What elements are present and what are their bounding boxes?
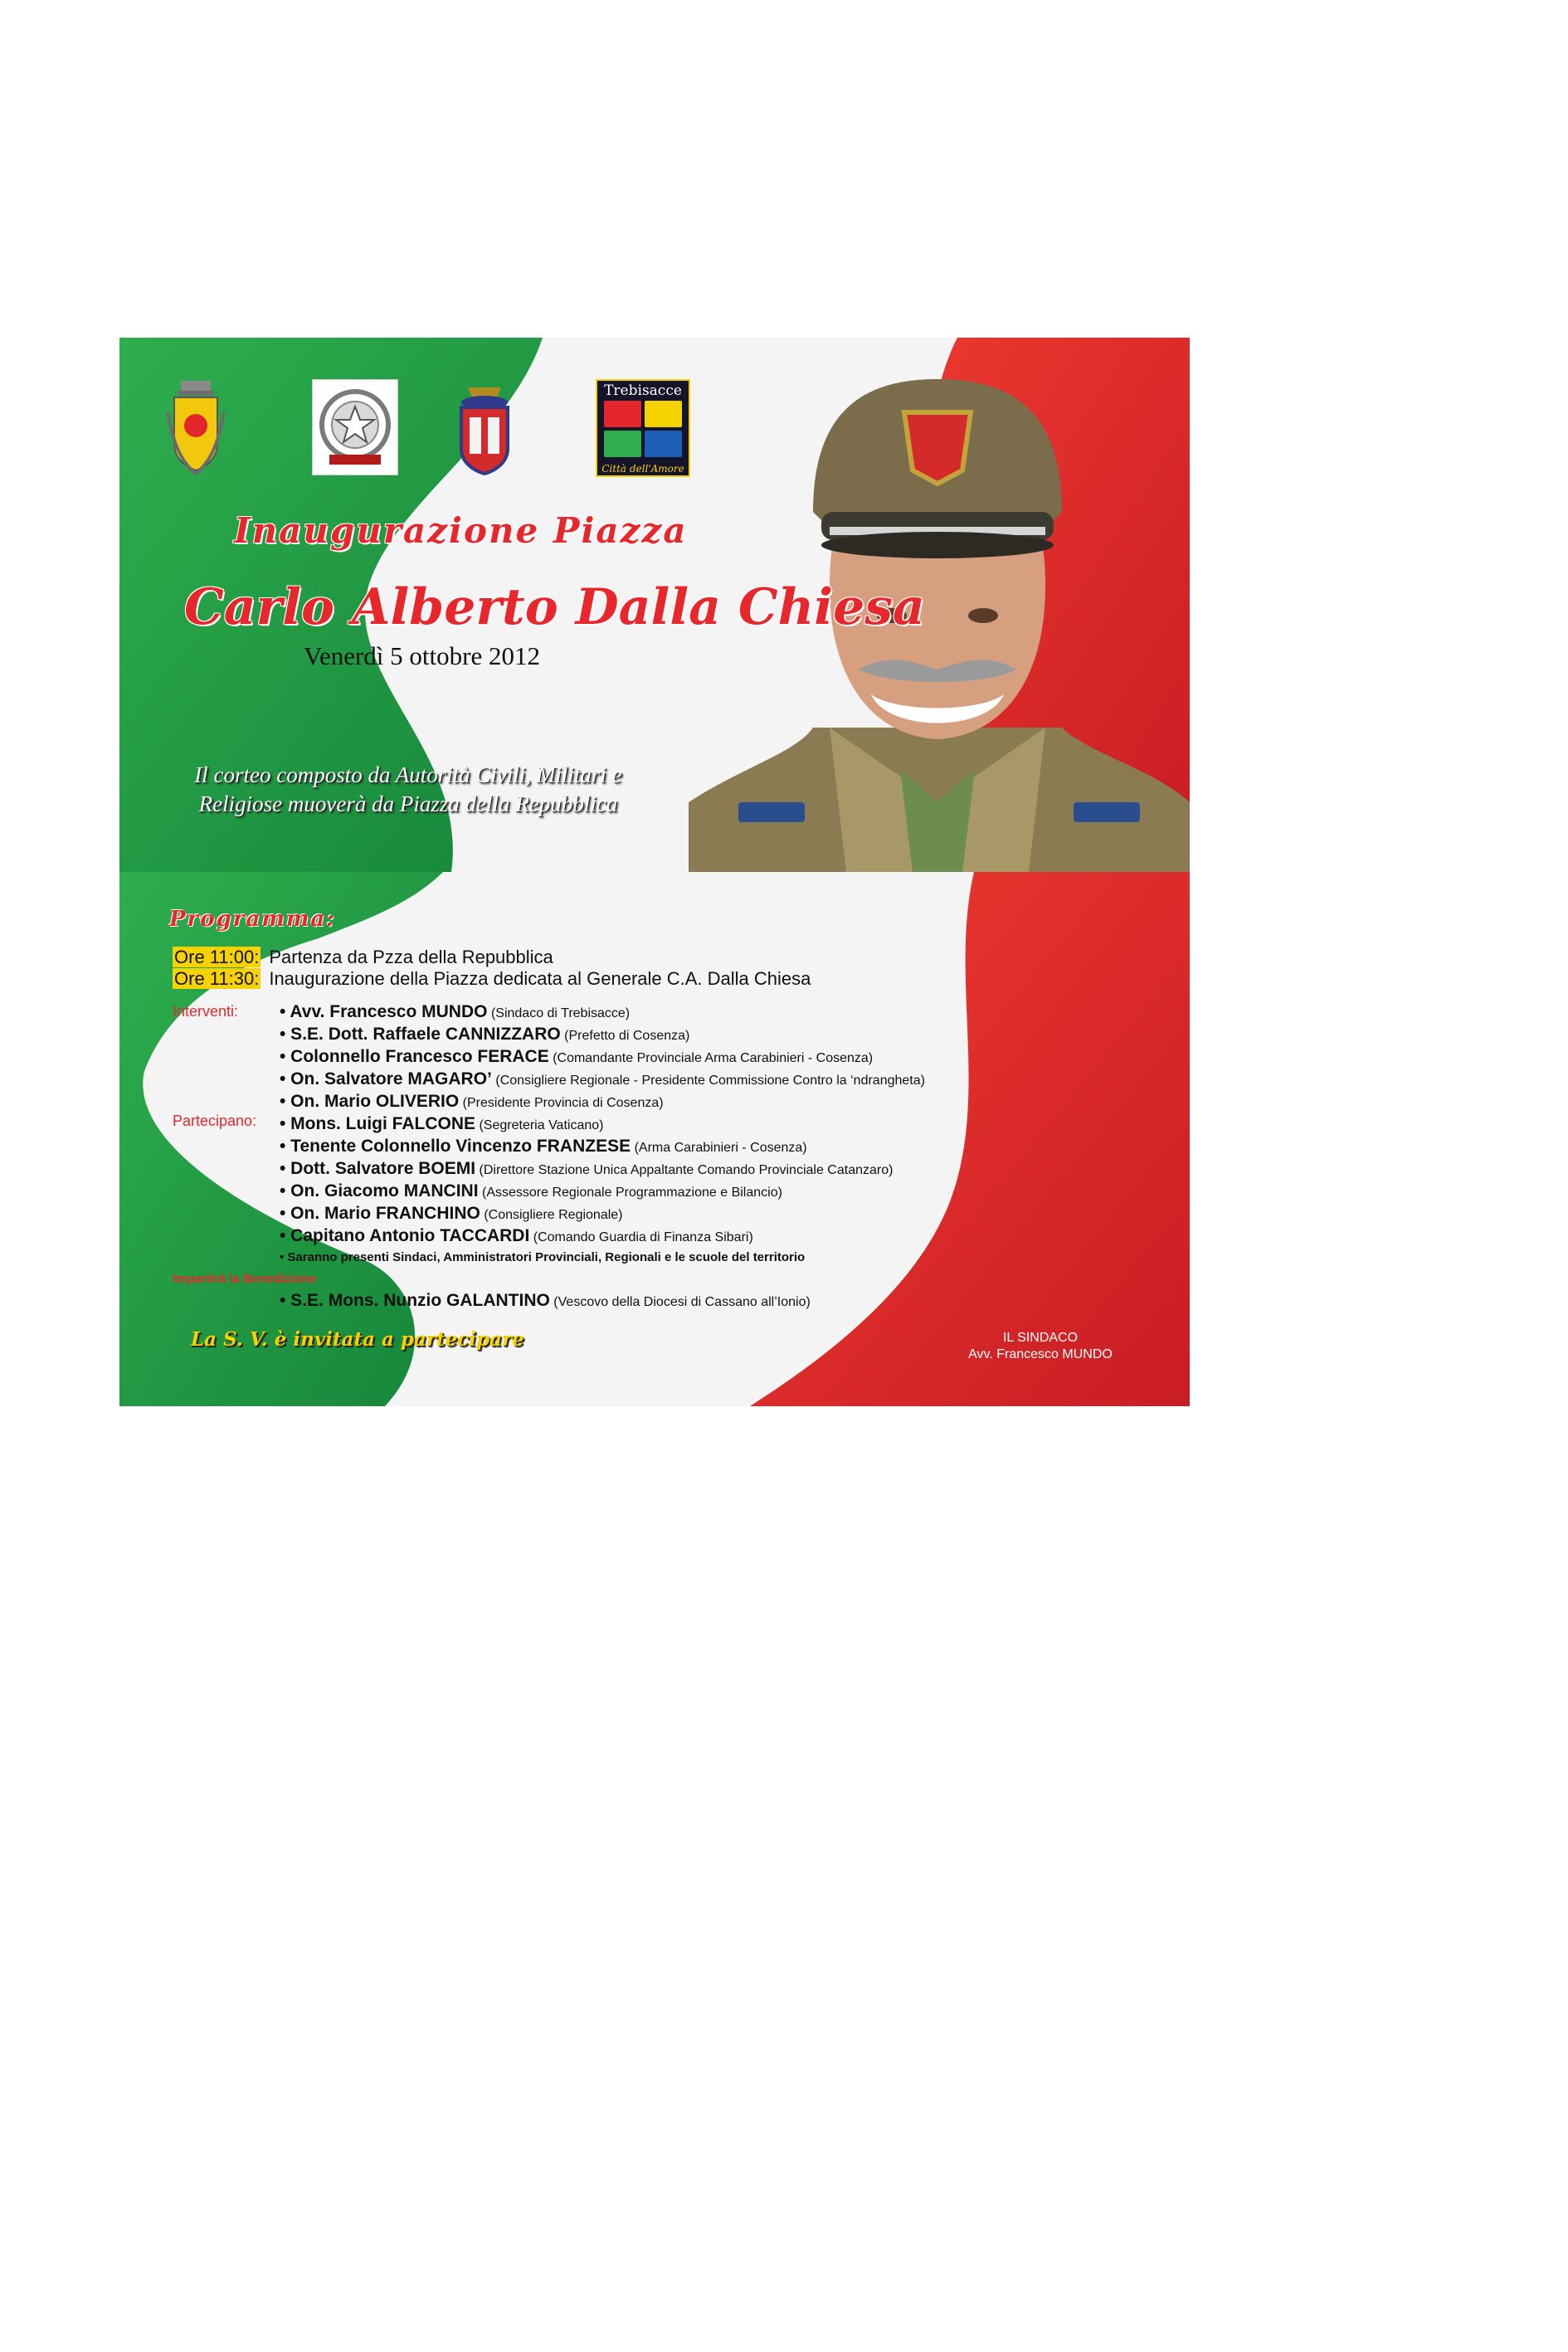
- attendee-item: [280, 1002, 630, 1022]
- schedule-text: Inaugurazione della Piazza dedicata al Generale C.A. Dalla Chiesa: [269, 968, 811, 989]
- mayor-signature: [949, 1330, 1132, 1363]
- attendee-name: • S.E. Mons. Nunzio GALANTINO: [280, 1291, 550, 1310]
- invitation-front: [119, 338, 1190, 872]
- citrus-icon: [604, 431, 641, 457]
- attendee-name: • On. Giacomo MANCINI: [280, 1181, 479, 1200]
- attendee-item: [280, 1159, 893, 1179]
- schedule-time: Ore 11:00:: [174, 947, 260, 967]
- italian-republic-emblem-icon: [312, 379, 398, 475]
- schedule-text: Partenza da Pzza della Repubblica: [269, 947, 553, 967]
- benedizione-label: Impartirà la Benedizione: [173, 1272, 317, 1286]
- sun-icon: [645, 401, 682, 427]
- attendee-role: (Segreteria Vaticano): [479, 1118, 604, 1132]
- attendee-role: (Comando Guardia di Finanza Sibari): [533, 1230, 753, 1244]
- logo-town-name: Trebisacce: [604, 382, 682, 399]
- logo-motto: Città dell'Amore: [601, 463, 684, 475]
- attendee-name: • Colonnello Francesco FERACE: [280, 1047, 549, 1066]
- title-line-2: Carlo Alberto Dalla Chiesa: [184, 578, 925, 636]
- invitation-line: La S. V. è invitata a partecipare: [191, 1328, 524, 1351]
- attendee-role: (Consigliere Regionale - Presidente Commissione Contro la ‘ndrangheta): [495, 1074, 925, 1088]
- attendee-name: • Dott. Salvatore BOEMI: [280, 1159, 476, 1178]
- signature-title: IL SINDACO: [1002, 1331, 1079, 1345]
- attendee-item: [280, 1204, 623, 1224]
- attendee-role: (Vescovo della Diocesi di Cassano all’Ionio): [553, 1295, 811, 1309]
- attendee-item: [280, 1114, 603, 1134]
- procession-note: Il corteo composto da Autorità Civili, Militari e Religiose muoverà da Piazza della Repubblica: [194, 762, 622, 816]
- attendee-role: (Sindaco di Trebisacce): [490, 1006, 631, 1020]
- heart-icon: [604, 401, 641, 427]
- program-heading: Programma:: [169, 907, 336, 932]
- attendee-name: • S.E. Dott. Raffaele CANNIZZARO: [280, 1025, 561, 1044]
- carabinieri-crest-icon: [453, 379, 516, 475]
- attendee-name: • On. Mario FRANCHINO: [280, 1204, 480, 1223]
- schedule-row: [173, 947, 553, 968]
- attendee-item: [280, 1250, 805, 1265]
- municipal-coat-of-arms-icon: [166, 379, 226, 475]
- attendee-name: • On. Salvatore MAGARO’: [280, 1069, 492, 1088]
- attendee-item: [280, 1092, 664, 1112]
- attendee-role: (Assessore Regionale Programmazione e Bilancio): [481, 1186, 782, 1200]
- schedule-row: [173, 968, 811, 990]
- attendee-role: (Arma Carabinieri - Cosenza): [634, 1141, 807, 1155]
- schedule-time: Ore 11:30:: [174, 968, 260, 989]
- attendee-name: • Capitano Antonio TACCARDI: [280, 1226, 530, 1245]
- attendee-name: • Tenente Colonnello Vincenzo FRANZESE: [280, 1137, 631, 1156]
- title-line-1: Inaugurazione Piazza: [234, 510, 688, 551]
- attendee-item: [280, 1181, 782, 1201]
- partecipano-label: Partecipano:: [173, 1113, 257, 1129]
- attendee-name: • Mons. Luigi FALCONE: [280, 1114, 476, 1133]
- logo-quadrants: [604, 401, 682, 457]
- attendee-item: [280, 1137, 807, 1157]
- attendee-role: (Direttore Stazione Unica Appaltante Comando Provinciale Catanzaro): [479, 1163, 894, 1177]
- event-date: Venerdì 5 ottobre 2012: [304, 641, 540, 670]
- attendee-role: (Prefetto di Cosenza): [564, 1029, 690, 1043]
- invitation-program: [119, 872, 1190, 1406]
- attendee-item: [280, 1025, 689, 1045]
- attendee-item: [280, 1069, 925, 1089]
- signature-name: Avv. Francesco MUNDO: [968, 1347, 1113, 1361]
- anchor-icon: [645, 431, 682, 457]
- attendee-role: (Presidente Provincia di Cosenza): [462, 1096, 664, 1110]
- attendee-item: [280, 1226, 753, 1246]
- attendee-name: • On. Mario OLIVERIO: [280, 1092, 460, 1111]
- interventi-label: Interventi:: [173, 1003, 239, 1020]
- attendee-name: • Saranno presenti Sindaci, Amministratori Provinciali, Regionali e le scuole del territorio: [280, 1250, 806, 1264]
- attendee-role: (Comandante Provinciale Arma Carabinieri - Cosenza): [553, 1051, 874, 1065]
- attendee-item: [280, 1047, 873, 1067]
- attendee-role: (Consigliere Regionale): [484, 1208, 623, 1222]
- trebisacce-logo: [596, 379, 690, 477]
- attendee-item: [280, 1291, 811, 1311]
- attendee-name: • Avv. Francesco MUNDO: [280, 1002, 488, 1021]
